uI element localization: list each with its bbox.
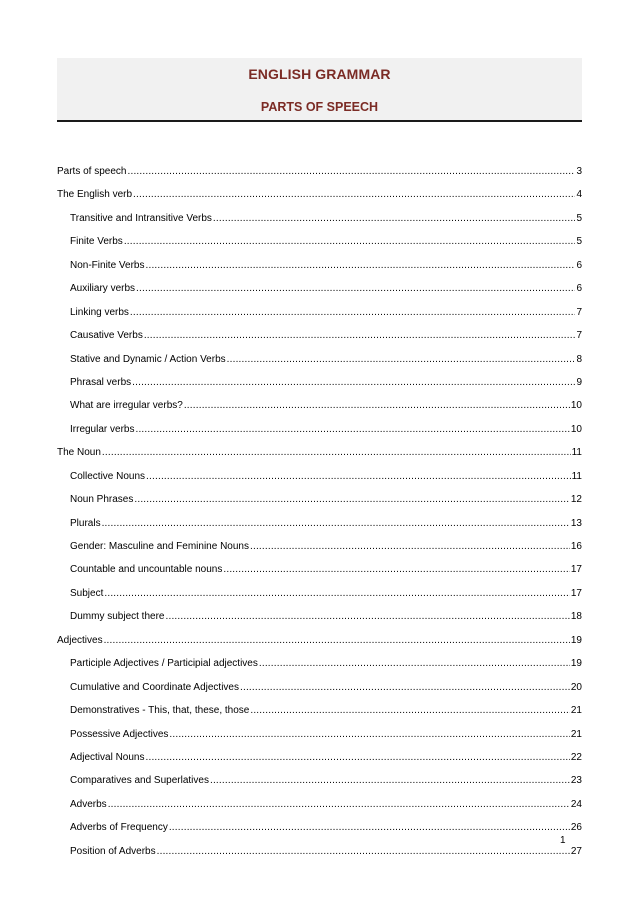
toc-entry-title: Gender: Masculine and Feminine Nouns: [70, 541, 249, 552]
document-title: ENGLISH GRAMMAR: [248, 66, 391, 82]
toc-dot-leader: [135, 424, 569, 435]
toc-entry-title: Auxiliary verbs: [70, 283, 136, 295]
toc-entry-title: Adverbs: [70, 798, 107, 810]
toc-dot-leader: [136, 283, 575, 294]
toc-entry-page: 9: [576, 376, 582, 388]
toc-entry-title: Collective Nouns: [70, 470, 146, 482]
toc-entry-title: Finite Verbs: [70, 236, 123, 248]
toc-entry-title: Causative Verbs: [70, 330, 143, 342]
toc-entry[interactable]: [57, 588, 582, 611]
toc-entry[interactable]: [57, 377, 582, 400]
toc-dot-leader: [250, 705, 570, 716]
toc-entry[interactable]: [57, 518, 582, 541]
toc-entry[interactable]: [57, 799, 582, 822]
toc-entry-title: Adjectival Nouns: [70, 751, 145, 763]
toc-entry-page: 11: [571, 470, 582, 482]
page-number: 1: [560, 835, 566, 846]
toc-entry-page: 7: [576, 306, 582, 318]
toc-entry-title: Cumulative and Coordinate Adjectives: [70, 681, 239, 693]
toc-entry-page: 19: [570, 634, 582, 646]
toc-entry-page: 3: [576, 166, 582, 177]
toc-entry-title: What are irregular verbs?: [70, 400, 183, 412]
toc-dot-leader: [165, 611, 569, 622]
toc-entry-title: Possessive Adjectives: [70, 728, 169, 740]
toc-entry[interactable]: [57, 564, 582, 587]
toc-entry-title: Parts of speech: [57, 166, 127, 177]
toc-entry-title: Adjectives: [57, 634, 103, 646]
toc-entry[interactable]: [57, 166, 582, 189]
toc-entry-title: Comparatives and Superlatives: [70, 775, 209, 787]
toc-entry-title: Participle Adjectives / Participial adjectives: [70, 658, 258, 670]
toc-entry[interactable]: [57, 541, 582, 564]
toc-entry-title: Noun Phrases: [70, 494, 134, 506]
toc-entry-title: Irregular verbs: [70, 423, 135, 435]
toc-dot-leader: [250, 541, 570, 552]
toc-entry[interactable]: [57, 236, 582, 259]
toc-entry[interactable]: [57, 354, 582, 377]
toc-dot-leader: [259, 658, 570, 669]
toc-dot-leader: [169, 822, 570, 833]
toc-entry[interactable]: [57, 729, 582, 752]
toc-entry-title: Phrasal verbs: [70, 376, 132, 388]
toc-dot-leader: [144, 330, 576, 341]
toc-entry-page: 21: [570, 705, 582, 717]
toc-entry-title: The English verb: [57, 189, 133, 201]
toc-entry-page: 24: [570, 798, 582, 810]
toc-dot-leader: [104, 635, 570, 646]
toc-entry[interactable]: [57, 260, 582, 283]
toc-dot-leader: [134, 494, 570, 505]
toc-entry-title: The Noun: [57, 447, 101, 459]
toc-dot-leader: [132, 377, 575, 388]
toc-entry-page: 16: [570, 541, 582, 552]
toc-entry-title: Position of Adverbs: [70, 845, 156, 857]
toc-entry-title: Demonstratives - This, that, these, those: [70, 705, 250, 717]
toc-entry-page: 6: [576, 259, 582, 271]
toc-entry[interactable]: [57, 471, 582, 494]
toc-entry[interactable]: [57, 775, 582, 798]
toc-dot-leader: [223, 564, 570, 575]
toc-dot-leader: [104, 588, 570, 599]
toc-dot-leader: [169, 729, 569, 740]
toc-entry-page: 12: [570, 494, 582, 506]
toc-entry[interactable]: [57, 330, 582, 353]
toc-dot-leader: [184, 400, 570, 411]
toc-entry[interactable]: [57, 283, 582, 306]
toc-dot-leader: [157, 846, 570, 857]
toc-entry-page: 8: [576, 353, 582, 365]
toc-entry-title: Subject: [70, 587, 104, 599]
toc-entry-page: 26: [570, 822, 582, 834]
toc-entry[interactable]: [57, 822, 582, 845]
toc-entry-page: 18: [570, 611, 582, 623]
toc-entry-page: 23: [570, 775, 582, 787]
toc-entry[interactable]: [57, 189, 582, 212]
toc-entry-page: 6: [576, 283, 582, 295]
toc-entry-title: Countable and uncountable nouns: [70, 564, 223, 576]
toc-entry[interactable]: [57, 307, 582, 330]
toc-entry-title: Linking verbs: [70, 306, 129, 318]
title-block: [57, 58, 582, 122]
toc-dot-leader: [145, 752, 569, 763]
toc-dot-leader: [240, 682, 570, 693]
toc-entry[interactable]: [57, 424, 582, 447]
toc-entry-page: 10: [570, 423, 582, 435]
toc-entry-page: 27: [570, 845, 582, 857]
toc-entry[interactable]: [57, 447, 582, 470]
toc-entry-title: Transitive and Intransitive Verbs: [70, 212, 212, 224]
toc-entry-page: 13: [570, 517, 582, 529]
toc-entry-page: 17: [570, 564, 582, 576]
toc-dot-leader: [127, 166, 575, 177]
toc-entry-page: 5: [576, 212, 582, 224]
toc-entry[interactable]: [57, 658, 582, 681]
toc-entry-page: 19: [570, 658, 582, 670]
toc-entry[interactable]: [57, 682, 582, 705]
toc-dot-leader: [227, 354, 576, 365]
toc-entry-page: 7: [576, 330, 582, 342]
table-of-contents: [57, 166, 582, 869]
toc-entry-page: 17: [570, 587, 582, 599]
toc-dot-leader: [124, 236, 576, 247]
toc-entry[interactable]: [57, 705, 582, 728]
toc-entry-page: 11: [571, 447, 582, 459]
toc-entry-page: 5: [576, 236, 582, 248]
toc-dot-leader: [213, 213, 576, 224]
toc-dot-leader: [146, 471, 571, 482]
toc-dot-leader: [102, 518, 570, 529]
toc-dot-leader: [145, 260, 575, 271]
toc-entry[interactable]: [57, 846, 582, 869]
toc-entry-page: 22: [570, 751, 582, 763]
toc-entry[interactable]: [57, 752, 582, 775]
toc-entry-title: Stative and Dynamic / Action Verbs: [70, 353, 226, 365]
toc-entry-title: Plurals: [70, 517, 101, 529]
toc-dot-leader: [130, 307, 576, 318]
toc-entry[interactable]: [57, 213, 582, 236]
document-subtitle: PARTS OF SPEECH: [260, 100, 379, 114]
toc-dot-leader: [133, 189, 575, 200]
toc-entry-title: Non-Finite Verbs: [70, 259, 145, 271]
toc-entry-page: 4: [576, 189, 582, 201]
toc-dot-leader: [102, 447, 571, 458]
toc-entry-title: Dummy subject there: [70, 611, 165, 623]
toc-entry[interactable]: [57, 635, 582, 658]
toc-entry-page: 21: [570, 728, 582, 740]
toc-entry[interactable]: [57, 494, 582, 517]
toc-dot-leader: [210, 775, 570, 786]
toc-entry-page: 20: [570, 681, 582, 693]
toc-entry[interactable]: [57, 400, 582, 423]
toc-entry-page: 10: [570, 400, 582, 412]
toc-entry-title: Adverbs of Frequency: [70, 822, 168, 834]
toc-dot-leader: [108, 799, 570, 810]
toc-entry[interactable]: [57, 611, 582, 634]
